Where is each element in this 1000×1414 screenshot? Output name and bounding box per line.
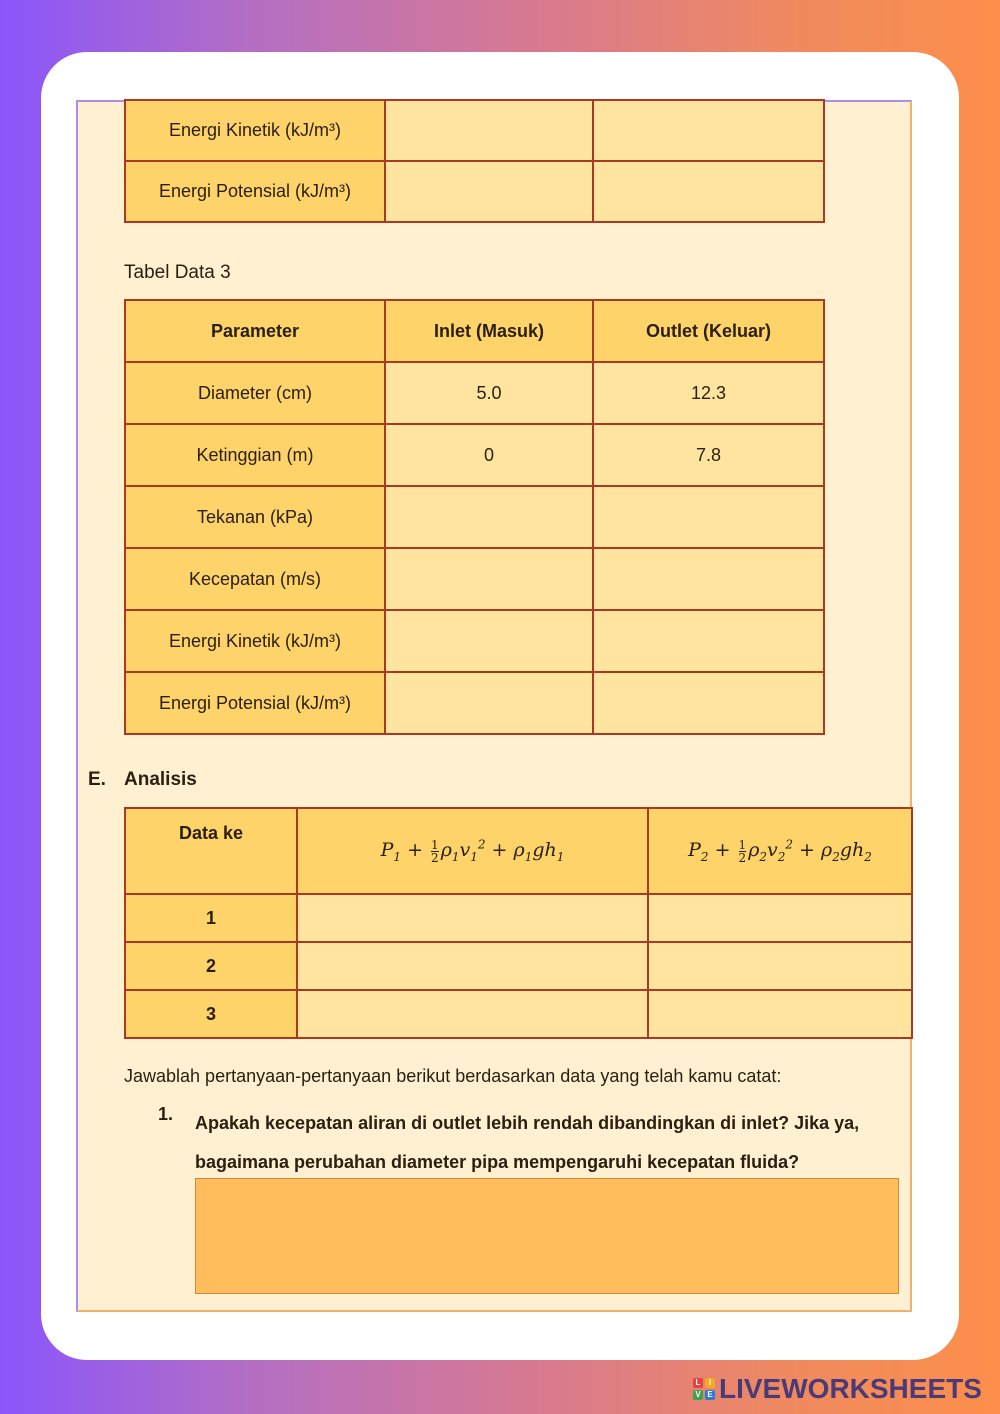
table-caption: Tabel Data 3 bbox=[124, 262, 231, 283]
header-outlet: Outlet (Keluar) bbox=[593, 300, 824, 362]
inlet-input[interactable] bbox=[385, 548, 593, 610]
inlet-input[interactable] bbox=[385, 161, 593, 222]
section-letter: E. bbox=[88, 769, 106, 790]
param-cell: Kecepatan (m/s) bbox=[125, 548, 385, 610]
outlet-input[interactable] bbox=[593, 161, 824, 222]
question-text: Apakah kecepatan aliran di outlet lebih rendah dibandingkan di inlet? Jika ya, bagaimana perubahan diameter pipa mempengaruhi kecepatan fluida? bbox=[195, 1113, 860, 1172]
param-cell: Energi Potensial (kJ/m³) bbox=[125, 161, 385, 222]
formula2-input[interactable] bbox=[648, 942, 912, 990]
inlet-input[interactable] bbox=[385, 100, 593, 161]
data-table-3 bbox=[124, 299, 825, 735]
table-row bbox=[125, 486, 824, 548]
row-number: 3 bbox=[125, 990, 297, 1038]
table-header-row bbox=[125, 300, 824, 362]
inlet-value: 0 bbox=[385, 424, 593, 486]
table-row bbox=[125, 942, 912, 990]
header-data-ke: Data ke bbox=[125, 808, 297, 894]
formula2-input[interactable] bbox=[648, 894, 912, 942]
formula1-input[interactable] bbox=[297, 894, 648, 942]
param-cell: Energi Kinetik (kJ/m³) bbox=[125, 100, 385, 161]
header-inlet: Inlet (Masuk) bbox=[385, 300, 593, 362]
formula2-input[interactable] bbox=[648, 990, 912, 1038]
outlet-value: 7.8 bbox=[593, 424, 824, 486]
outlet-input[interactable] bbox=[593, 100, 824, 161]
outlet-input[interactable] bbox=[593, 486, 824, 548]
inlet-value: 5.0 bbox=[385, 362, 593, 424]
outlet-input[interactable] bbox=[593, 672, 824, 734]
param-cell: Energi Kinetik (kJ/m³) bbox=[125, 610, 385, 672]
formula1-input[interactable] bbox=[297, 990, 648, 1038]
table-row bbox=[125, 548, 824, 610]
param-cell: Energi Potensial (kJ/m³) bbox=[125, 672, 385, 734]
table-row bbox=[125, 424, 824, 486]
param-cell: Diameter (cm) bbox=[125, 362, 385, 424]
answer-textbox[interactable] bbox=[195, 1178, 899, 1294]
table-row bbox=[125, 894, 912, 942]
table-header-row bbox=[125, 808, 912, 894]
header-formula-inlet bbox=[297, 808, 648, 894]
row-number: 1 bbox=[125, 894, 297, 942]
header-formula-outlet bbox=[648, 808, 912, 894]
inlet-input[interactable] bbox=[385, 486, 593, 548]
section-title: Analisis bbox=[124, 769, 197, 790]
header-parameter: Parameter bbox=[125, 300, 385, 362]
questions-intro: Jawablah pertanyaan-pertanyaan berikut berdasarkan data yang telah kamu catat: bbox=[124, 1066, 782, 1086]
param-cell: Ketinggian (m) bbox=[125, 424, 385, 486]
table-row bbox=[125, 100, 824, 161]
inlet-input[interactable] bbox=[385, 672, 593, 734]
formula1-input[interactable] bbox=[297, 942, 648, 990]
question-number: 1. bbox=[158, 1104, 174, 1124]
outlet-value: 12.3 bbox=[593, 362, 824, 424]
bernoulli-formula-2: $P_2$ + $\frac{1}{2}$ $\rho_2v_2^2 + \rho_2gh_2$ bbox=[688, 837, 872, 865]
table-row bbox=[125, 362, 824, 424]
table-row bbox=[125, 610, 824, 672]
inlet-input[interactable] bbox=[385, 610, 593, 672]
liveworksheets-logo-icon: L I V E bbox=[693, 1378, 715, 1400]
bernoulli-formula-1: $P_1$ + $\frac{1}{2}$ $\rho_1v_1^2 + \rho_1gh_1$ bbox=[380, 837, 565, 865]
table-row bbox=[125, 161, 824, 222]
table-row bbox=[125, 990, 912, 1038]
outlet-input[interactable] bbox=[593, 548, 824, 610]
analysis-table bbox=[124, 807, 913, 1039]
liveworksheets-brand[interactable] bbox=[693, 1373, 982, 1405]
brand-name: LIVEWORKSHEETS bbox=[719, 1373, 982, 1404]
outlet-input[interactable] bbox=[593, 610, 824, 672]
row-number: 2 bbox=[125, 942, 297, 990]
param-cell: Tekanan (kPa) bbox=[125, 486, 385, 548]
table-row bbox=[125, 672, 824, 734]
data-table-2-tail bbox=[124, 99, 825, 223]
